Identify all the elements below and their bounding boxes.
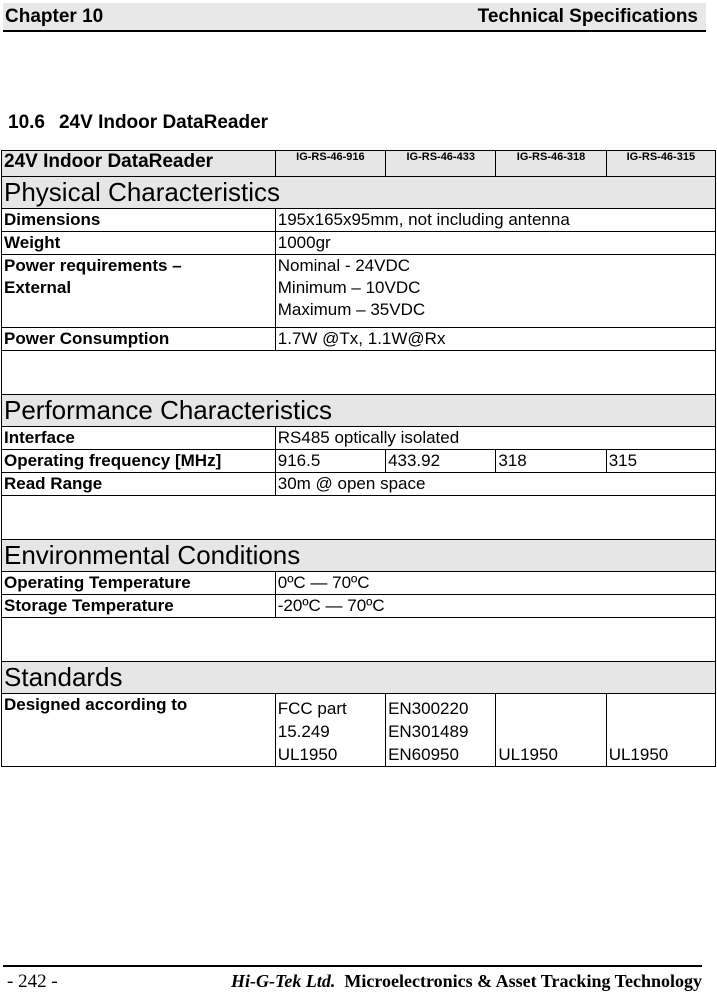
model-315: IG-RS-46-315 <box>606 151 715 177</box>
standards-433 <box>386 694 496 767</box>
page-footer <box>3 965 702 992</box>
standards-433-line2: EN301489 <box>388 722 469 741</box>
company-name: Hi-G-Tek Ltd. <box>231 971 336 991</box>
header-title: Technical Specifications <box>477 6 698 27</box>
frequency-315: 315 <box>606 450 715 473</box>
power-maximum: Maximum – 35VDC <box>277 300 426 319</box>
operating-temperature-value: 0ºC — 70ºC <box>275 572 715 595</box>
weight-label: Weight <box>2 232 276 255</box>
table-row <box>2 232 716 255</box>
table-row <box>2 450 716 473</box>
model-318: IG-RS-46-318 <box>496 151 606 177</box>
table-row <box>2 694 716 767</box>
frequency-label: Operating frequency [MHz] <box>2 450 276 473</box>
power-nominal: Nominal - 24VDC <box>277 256 411 275</box>
section-number: 10.6 <box>8 112 45 133</box>
read-range-value: 30m @ open space <box>275 473 715 496</box>
physical-heading: Physical Characteristics <box>2 177 716 209</box>
table-row <box>2 328 716 351</box>
power-requirements-value <box>275 255 715 328</box>
read-range-label: Read Range <box>2 473 276 496</box>
power-consumption-label: Power Consumption <box>2 328 276 351</box>
spacer-row <box>2 351 716 395</box>
power-requirements-label <box>2 255 276 328</box>
spacer-row <box>2 496 716 540</box>
frequency-318: 318 <box>496 450 606 473</box>
section-heading <box>8 112 268 134</box>
section-title: 24V Indoor DataReader <box>58 112 269 133</box>
table-title: 24V Indoor DataReader <box>2 151 276 177</box>
power-requirements-label-line2: External <box>4 278 72 297</box>
spacer-row <box>2 618 716 662</box>
interface-value: RS485 optically isolated <box>275 427 715 450</box>
storage-temperature-value: -20ºC — 70ºC <box>275 595 715 618</box>
physical-heading-row <box>2 177 716 209</box>
operating-temperature-label: Operating Temperature <box>2 572 276 595</box>
standards-916-line3: UL1950 <box>277 745 338 764</box>
standards-heading-row <box>2 662 716 694</box>
performance-heading: Performance Characteristics <box>2 395 716 427</box>
table-row <box>2 595 716 618</box>
performance-heading-row <box>2 395 716 427</box>
power-requirements-label-line1: Power requirements – <box>4 256 182 275</box>
footer-company <box>231 971 702 992</box>
table-row <box>2 473 716 496</box>
chapter-label: Chapter 10 <box>5 6 104 27</box>
table-row <box>2 427 716 450</box>
standards-heading: Standards <box>2 662 716 694</box>
frequency-433: 433.92 <box>386 450 496 473</box>
environmental-heading: Environmental Conditions <box>2 540 716 572</box>
frequency-916: 916.5 <box>275 450 385 473</box>
environmental-heading-row <box>2 540 716 572</box>
standards-916-line1: FCC part <box>277 699 347 718</box>
designed-according-label: Designed according to <box>2 694 276 767</box>
spec-table <box>1 150 716 767</box>
standards-315: UL1950 <box>606 694 715 767</box>
standards-916-line2: 15.249 <box>277 722 330 741</box>
interface-label: Interface <box>2 427 276 450</box>
power-minimum: Minimum – 10VDC <box>277 278 421 297</box>
standards-318: UL1950 <box>496 694 606 767</box>
table-row <box>2 255 716 328</box>
dimensions-label: Dimensions <box>2 209 276 232</box>
model-433: IG-RS-46-433 <box>386 151 496 177</box>
standards-916 <box>275 694 385 767</box>
table-row <box>2 209 716 232</box>
storage-temperature-label: Storage Temperature <box>2 595 276 618</box>
dimensions-value: 195x165x95mm, not including antenna <box>275 209 715 232</box>
model-916: IG-RS-46-916 <box>275 151 385 177</box>
company-tagline: Microelectronics & Asset Tracking Technology <box>344 971 702 991</box>
weight-value: 1000gr <box>275 232 715 255</box>
page-header <box>3 3 706 32</box>
standards-433-line3: EN60950 <box>388 745 459 764</box>
table-row <box>2 572 716 595</box>
standards-433-line1: EN300220 <box>388 699 469 718</box>
page-number: - 242 - <box>7 971 58 992</box>
table-header-row <box>2 151 716 177</box>
power-consumption-value: 1.7W @Tx, 1.1W@Rx <box>275 328 715 351</box>
